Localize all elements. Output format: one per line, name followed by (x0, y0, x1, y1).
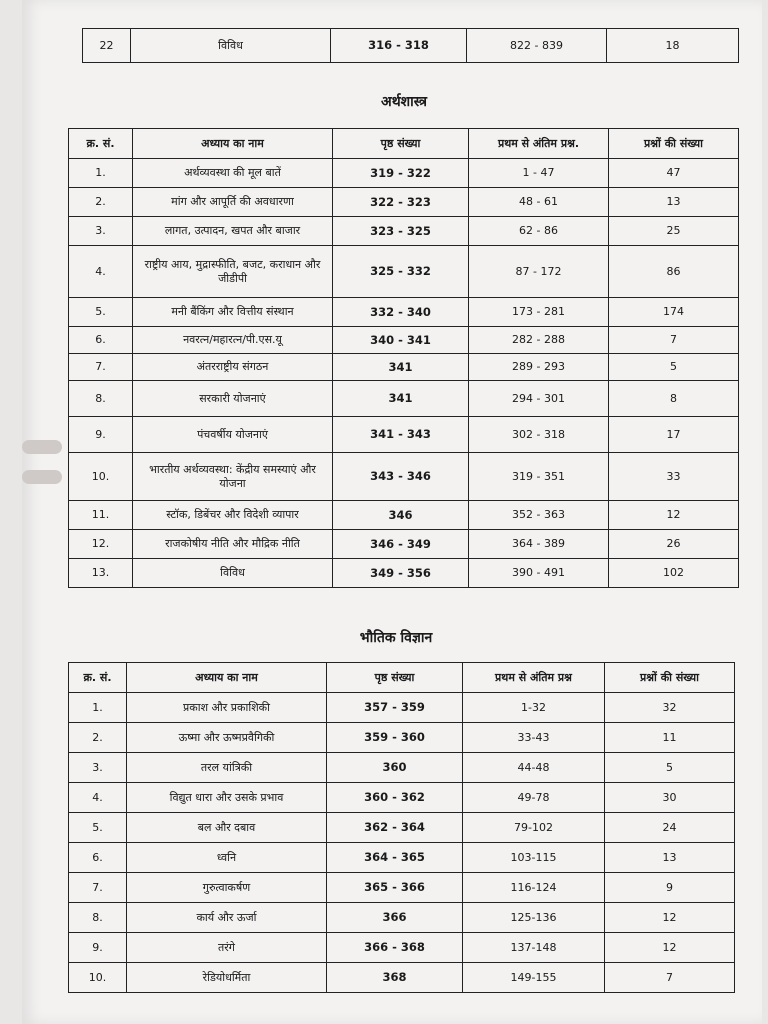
previous-section-table (82, 28, 739, 63)
page-range: 349 - 356 (333, 559, 469, 588)
serial-number: 6. (69, 843, 127, 873)
col-header-serial: क्र. सं. (69, 663, 127, 693)
question-range: 294 - 301 (469, 381, 609, 417)
col-header-pages: पृष्ठ संख्या (327, 663, 463, 693)
serial-number: 9. (69, 933, 127, 963)
question-range: 87 - 172 (469, 246, 609, 298)
table-row (83, 29, 739, 63)
chapter-name: राष्ट्रीय आय, मुद्रास्फीति, बजट, कराधान और जीडीपी (133, 246, 333, 298)
page-range: 360 - 362 (327, 783, 463, 813)
page-range: 343 - 346 (333, 453, 469, 501)
question-count: 11 (605, 723, 735, 753)
serial-number: 10. (69, 453, 133, 501)
table-row (69, 813, 735, 843)
chapter-name: अंतरराष्ट्रीय संगठन (133, 354, 333, 381)
table-row (69, 963, 735, 993)
chapter-name: मांग और आपूर्ति की अवधारणा (133, 188, 333, 217)
page-range: 340 - 341 (333, 327, 469, 354)
chapter-name: पंचवर्षीय योजनाएं (133, 417, 333, 453)
binding-ring (22, 440, 62, 454)
chapter-name: स्टॉक, डिबेंचर और विदेशी व्यापार (133, 501, 333, 530)
question-range: 352 - 363 (469, 501, 609, 530)
table-row (69, 188, 739, 217)
question-range: 116-124 (463, 873, 605, 903)
question-count: 13 (609, 188, 739, 217)
page-range: 341 (333, 354, 469, 381)
chapter-name: विद्युत धारा और उसके प्रभाव (127, 783, 327, 813)
page-range: 341 (333, 381, 469, 417)
chapter-name: अर्थव्यवस्था की मूल बातें (133, 159, 333, 188)
page-range: 368 (327, 963, 463, 993)
table-row (69, 783, 735, 813)
page-range: 366 - 368 (327, 933, 463, 963)
table-row (69, 530, 739, 559)
page-range: 332 - 340 (333, 298, 469, 327)
chapter-name: भारतीय अर्थव्यवस्था: केंद्रीय समस्याएं और योजना (133, 453, 333, 501)
table-row (69, 354, 739, 381)
serial-number: 2. (69, 188, 133, 217)
page-range: 325 - 332 (333, 246, 469, 298)
question-range: 149-155 (463, 963, 605, 993)
question-range: 364 - 389 (469, 530, 609, 559)
table-row (69, 559, 739, 588)
chapter-name: नवरत्न/महारत्न/पी.एस.यू (133, 327, 333, 354)
question-range: 79-102 (463, 813, 605, 843)
page-range: 346 (333, 501, 469, 530)
question-range: 44-48 (463, 753, 605, 783)
question-count: 33 (609, 453, 739, 501)
table-row (69, 246, 739, 298)
chapter-name: ध्वनि (127, 843, 327, 873)
table-row (69, 327, 739, 354)
serial-number: 1. (69, 159, 133, 188)
economics-table (68, 128, 739, 588)
serial-number: 1. (69, 693, 127, 723)
page-range: 316 - 318 (331, 29, 467, 63)
col-header-count: प्रश्नों की संख्या (609, 129, 739, 159)
serial-number: 3. (69, 217, 133, 246)
col-header-serial: क्र. सं. (69, 129, 133, 159)
serial-number: 8. (69, 381, 133, 417)
table-header-row (69, 129, 739, 159)
table-row (69, 753, 735, 783)
table-row (69, 693, 735, 723)
serial-number: 13. (69, 559, 133, 588)
question-range: 125-136 (463, 903, 605, 933)
question-count: 25 (609, 217, 739, 246)
question-count: 30 (605, 783, 735, 813)
table-row (69, 501, 739, 530)
question-count: 5 (609, 354, 739, 381)
section-title-economics: अर्थशास्त्र (381, 94, 427, 110)
serial-number: 3. (69, 753, 127, 783)
question-count: 174 (609, 298, 739, 327)
serial-number: 9. (69, 417, 133, 453)
serial-number: 4. (69, 246, 133, 298)
chapter-name: तरंगे (127, 933, 327, 963)
serial-number: 7. (69, 354, 133, 381)
col-header-chapter: अध्याय का नाम (127, 663, 327, 693)
question-count: 8 (609, 381, 739, 417)
question-count: 7 (609, 327, 739, 354)
serial-number: 5. (69, 813, 127, 843)
page-range: 359 - 360 (327, 723, 463, 753)
chapter-name: प्रकाश और प्रकाशिकी (127, 693, 327, 723)
question-range: 1 - 47 (469, 159, 609, 188)
table-row (69, 417, 739, 453)
question-range: 319 - 351 (469, 453, 609, 501)
question-count: 24 (605, 813, 735, 843)
page-range: 362 - 364 (327, 813, 463, 843)
page-range: 364 - 365 (327, 843, 463, 873)
question-count: 7 (605, 963, 735, 993)
page-range: 341 - 343 (333, 417, 469, 453)
serial-number: 5. (69, 298, 133, 327)
page-range: 360 (327, 753, 463, 783)
binding-ring (22, 470, 62, 484)
serial-number: 22 (83, 29, 131, 63)
question-count: 12 (609, 501, 739, 530)
chapter-name: विविध (131, 29, 331, 63)
question-range: 49-78 (463, 783, 605, 813)
question-count: 32 (605, 693, 735, 723)
col-header-range: प्रथम से अंतिम प्रश्न. (469, 129, 609, 159)
table-row (69, 381, 739, 417)
question-range: 48 - 61 (469, 188, 609, 217)
serial-number: 6. (69, 327, 133, 354)
page-range: 366 (327, 903, 463, 933)
table-row (69, 903, 735, 933)
question-range: 302 - 318 (469, 417, 609, 453)
question-range: 1-32 (463, 693, 605, 723)
chapter-name: मनी बैंकिंग और वित्तीय संस्थान (133, 298, 333, 327)
page-range: 319 - 322 (333, 159, 469, 188)
chapter-name: बल और दबाव (127, 813, 327, 843)
table-row (69, 453, 739, 501)
question-range: 822 - 839 (467, 29, 607, 63)
question-range: 390 - 491 (469, 559, 609, 588)
col-header-count: प्रश्नों की संख्या (605, 663, 735, 693)
table-row (69, 843, 735, 873)
table-row (69, 723, 735, 753)
page-range: 357 - 359 (327, 693, 463, 723)
question-count: 13 (605, 843, 735, 873)
question-range: 103-115 (463, 843, 605, 873)
table-row (69, 217, 739, 246)
col-header-pages: पृष्ठ संख्या (333, 129, 469, 159)
table-row (69, 159, 739, 188)
page-range: 365 - 366 (327, 873, 463, 903)
question-count: 47 (609, 159, 739, 188)
chapter-name: कार्य और ऊर्जा (127, 903, 327, 933)
chapter-name: गुरुत्वाकर्षण (127, 873, 327, 903)
serial-number: 10. (69, 963, 127, 993)
question-count: 12 (605, 933, 735, 963)
question-count: 102 (609, 559, 739, 588)
page-range: 346 - 349 (333, 530, 469, 559)
serial-number: 11. (69, 501, 133, 530)
table-row (69, 298, 739, 327)
table-header-row (69, 663, 735, 693)
serial-number: 7. (69, 873, 127, 903)
serial-number: 2. (69, 723, 127, 753)
serial-number: 12. (69, 530, 133, 559)
question-count: 12 (605, 903, 735, 933)
table-row (69, 873, 735, 903)
question-count: 26 (609, 530, 739, 559)
col-header-range: प्रथम से अंतिम प्रश्न (463, 663, 605, 693)
chapter-name: तरल यांत्रिकी (127, 753, 327, 783)
serial-number: 8. (69, 903, 127, 933)
page-range: 323 - 325 (333, 217, 469, 246)
serial-number: 4. (69, 783, 127, 813)
chapter-name: राजकोषीय नीति और मौद्रिक नीति (133, 530, 333, 559)
question-count: 17 (609, 417, 739, 453)
chapter-name: विविध (133, 559, 333, 588)
question-range: 137-148 (463, 933, 605, 963)
chapter-name: लागत, उत्पादन, खपत और बाजार (133, 217, 333, 246)
question-range: 33-43 (463, 723, 605, 753)
section-title-physics: भौतिक विज्ञान (359, 630, 433, 646)
chapter-name: रेडियोधर्मिता (127, 963, 327, 993)
physics-table (68, 662, 735, 993)
page-range: 322 - 323 (333, 188, 469, 217)
col-header-chapter: अध्याय का नाम (133, 129, 333, 159)
question-count: 18 (607, 29, 739, 63)
question-count: 86 (609, 246, 739, 298)
table-row (69, 933, 735, 963)
question-range: 173 - 281 (469, 298, 609, 327)
question-range: 289 - 293 (469, 354, 609, 381)
chapter-name: सरकारी योजनाएं (133, 381, 333, 417)
question-range: 282 - 288 (469, 327, 609, 354)
question-count: 9 (605, 873, 735, 903)
question-range: 62 - 86 (469, 217, 609, 246)
question-count: 5 (605, 753, 735, 783)
chapter-name: ऊष्मा और ऊष्मप्रवैगिकी (127, 723, 327, 753)
